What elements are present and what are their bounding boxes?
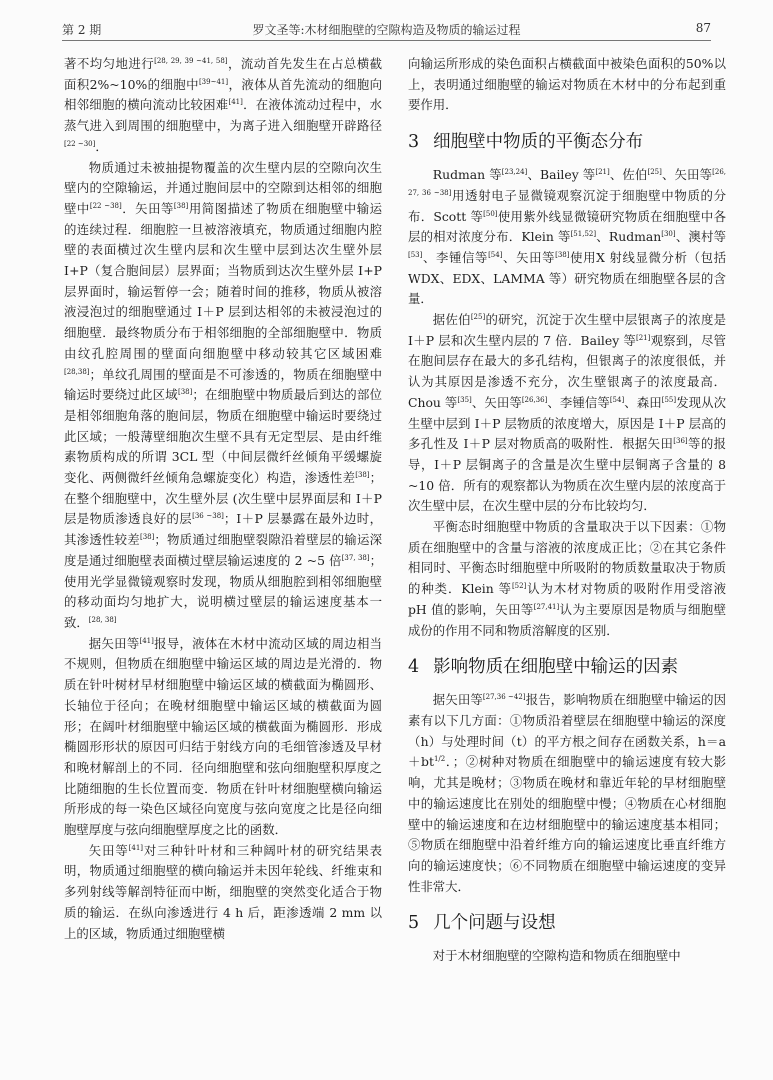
issue-number: 第 2 期	[62, 23, 102, 37]
paragraph: 物质通过未被抽提物覆盖的次生壁内层的空隙向次生壁内的空隙输运，并通过胞间层中的空隙到达相邻的细胞壁中[22 ~38]．矢田等[38]用简图描述了物质在细胞壁中输运的连续过程．细胞腔一旦被溶液填充，物质通过细胞内腔壁的表面横过次生壁内层和次生壁中层到达次生壁外层 Ⅰ+P（复合胞间层）层界面；当物质到达次生壁外层 Ⅰ+P 层界面时，输运暂停一会；随着时间的推移，物质从被溶液浸泡过的细胞壁通过 I＋P 层到达相邻的未被浸泡过的细胞壁．最终物质分布于相邻细胞的全部细胞壁中．物质由纹孔腔周围的壁面向细胞壁中移动较其它区域困难[28,38]；单纹孔周围的壁面是不可渗透的，物质在细胞壁中输运时要绕过此区域[38]；在细胞壁中物质最后到达的部位是相邻细胞角落的胞间层，物质在细胞壁中输运时要绕过此区域；一般薄壁细胞次生壁不具有无定型层、是由纤维素物质构成的所谓 3CL 型（中间层微纤丝倾角平缓螺旋变化、两侧微纤丝倾角急螺旋变化）构造，渗透性差[38]；在整个细胞壁中，次生壁外层 (次生壁中层界面层和 I＋P 层是物质渗透良好的层[36 ~38]；I＋P 层暴露在最外边时，其渗透性较差[38]；物质通过细胞壁裂隙沿着壁层的输运深度是通过细胞壁表面横过壁层输运速度的 2 ~5 倍[37, 38]；使用光学显微镜观察时发现，物质从细胞腔到相邻细胞壁的移动面均匀地扩大，说明横过壁层的输运速度基本一致．[28, 38]	[64, 159, 382, 630]
paragraph: 矢田等[41]对三种针叶材和三种阔叶材的研究结果表明，物质通过细胞壁的横向输运并未因年轮线、纤维束和多列射线等解剖特征而中断，细胞壁的突然变化适合于物质的输运．在纵向渗透进行 4 h 后，距渗透端 2 mm 以上的区域，物质通过细胞壁横	[64, 842, 382, 941]
section-number: 3	[408, 132, 420, 153]
page-number: 87	[695, 21, 711, 35]
paragraph: 据矢田等[27,36 ~42]报告，影响物质在细胞壁中输运的因素有以下几方面：①物质沿着壁层在细胞壁中输运的深度（h）与处理时间（t）的平方根之间存在函数关系，$h=a+bt^{1/2}$．；②树种对物质在细胞壁中的输运速度有较大影响，尤其是晚材；③物质在晚材和靠近年轮的早材细胞壁中的输运速度比在别处的细胞壁中慢；④物质在心材细胞壁中的输运速度和在边材细胞壁中的输运速度基本相同；⑤物质在细胞壁中沿着纤维方向的输运速度比垂直纤维方向的输运速度快；⑥不同物质在细胞壁中输运速度的变异性非常大．	[408, 692, 726, 894]
section-3-heading	[408, 127, 726, 157]
paragraph: 据矢田等[41]报导，液体在木材中流动区域的周边相当不规则，但物质在细胞壁中输运区域的周边是光滑的．物质在针叶树材早材细胞壁中输运区域的横截面为椭圆形、长轴位于径向；在晚材细胞壁中输运区域的横截面为圆形；在阔叶材细胞壁中输运区域的横截面为椭圆形．形成椭圆形形状的原因可归结于射线方向的毛细管渗透及早材和晚材解剖上的不同．径向细胞壁和弦向细胞壁积厚度之比随细胞的生长位置而变．物质在针叶材细胞壁横向输运所形成的每一染色区域径向宽度与弦向宽度之比是径向细胞壁厚度与弦向细胞壁厚度之比的函数．	[64, 635, 382, 838]
section-title: 细胞壁中物质的平衡态分布	[433, 132, 644, 153]
section-title: 几个问题与设想	[433, 913, 556, 934]
right-column	[408, 54, 726, 1076]
paragraph: 向输运所形成的染色面积占横截面中被染色面积的50%以上，表明通过细胞壁的输运对物质在木材中的分布起到重要作用．	[408, 56, 726, 113]
paragraph: Rudman 等[23,24]、Bailey 等[21]、佐伯[25]、矢田等[26, 27, 36 ~38]用透射电子显微镜观察沉淀于细胞壁中物质的分布．Scott 等[50]使用紫外线显微镜研究物质在细胞壁中各层的相对浓度分布．Klein 等[51,52]、Rudman[30]、澳村等[53]、李锺信等[54]、矢田等[38]使用X 射线显微分析（包括 WDX、EDX、LAMMA 等）研究物质在细胞壁各层的含量．	[408, 167, 726, 307]
paragraph: 据佐伯[25]的研究，沉淀于次生壁中层银离子的浓度是 I＋P 层和次生壁内层的 7 倍．Bailey 等[21]观察到，尽管在胞间层存在最大的多孔结构，但银离子的浓度很低，并认为其原因是渗透不充分，次生壁银离子的浓度最高．Chou 等[35]、矢田等[26,36]、李锺信等[54]、森田[55]发现从次生壁中层到 I＋P 层物质的浓度增大，原因是 I＋P 层高的多孔性及 I＋P 层对物质高的吸附性．根据矢田[36]等的报导，I＋P 层铜离子的含量是次生壁中层铜离子含量的 8 ~10 倍．所有的观察都认为物质在次生壁内层的浓度高于次生壁中层，在次生壁中层的分布比较均匀．	[408, 312, 726, 514]
paragraph: 平衡态时细胞壁中物质的含量取决于以下因素：①物质在细胞壁中的含量与溶液的浓度成正比；②在其它条件相同时、平衡态时细胞壁中所吸附的物质数量取决于物质的种类．Klein 等[52]认为木材对物质的吸附作用受溶液 pH 值的影响，矢田等[27,41]认为主要原因是物质与细胞壁成份的作用不同和物质溶解度的区别．	[408, 519, 726, 638]
section-title: 影响物质在细胞壁中输运的因素	[433, 657, 679, 678]
paragraph: 著不均匀地进行[28, 29, 39 ~41, 58]，流动首先发生在占总横截面积2%~10%的细胞中[39~41]，液体从首先流动的细胞向相邻细胞的横向流动比较困难[41]．在液体流动过程中，水蒸气进入到周围的细胞壁中，为离子进入细胞壁开辟路径[22 ~30]．	[64, 56, 382, 154]
section-number: 4	[408, 657, 420, 678]
left-column	[64, 54, 382, 1076]
running-header	[62, 18, 711, 41]
section-number: 5	[408, 913, 420, 934]
section-4-heading	[408, 652, 726, 682]
paragraph: 对于木材细胞壁的空隙构造和物质在细胞壁中	[432, 948, 681, 964]
section-5-heading	[408, 908, 726, 938]
running-title: 罗文圣等:木材细胞壁的空隙构造及物质的输运过程	[252, 23, 521, 37]
